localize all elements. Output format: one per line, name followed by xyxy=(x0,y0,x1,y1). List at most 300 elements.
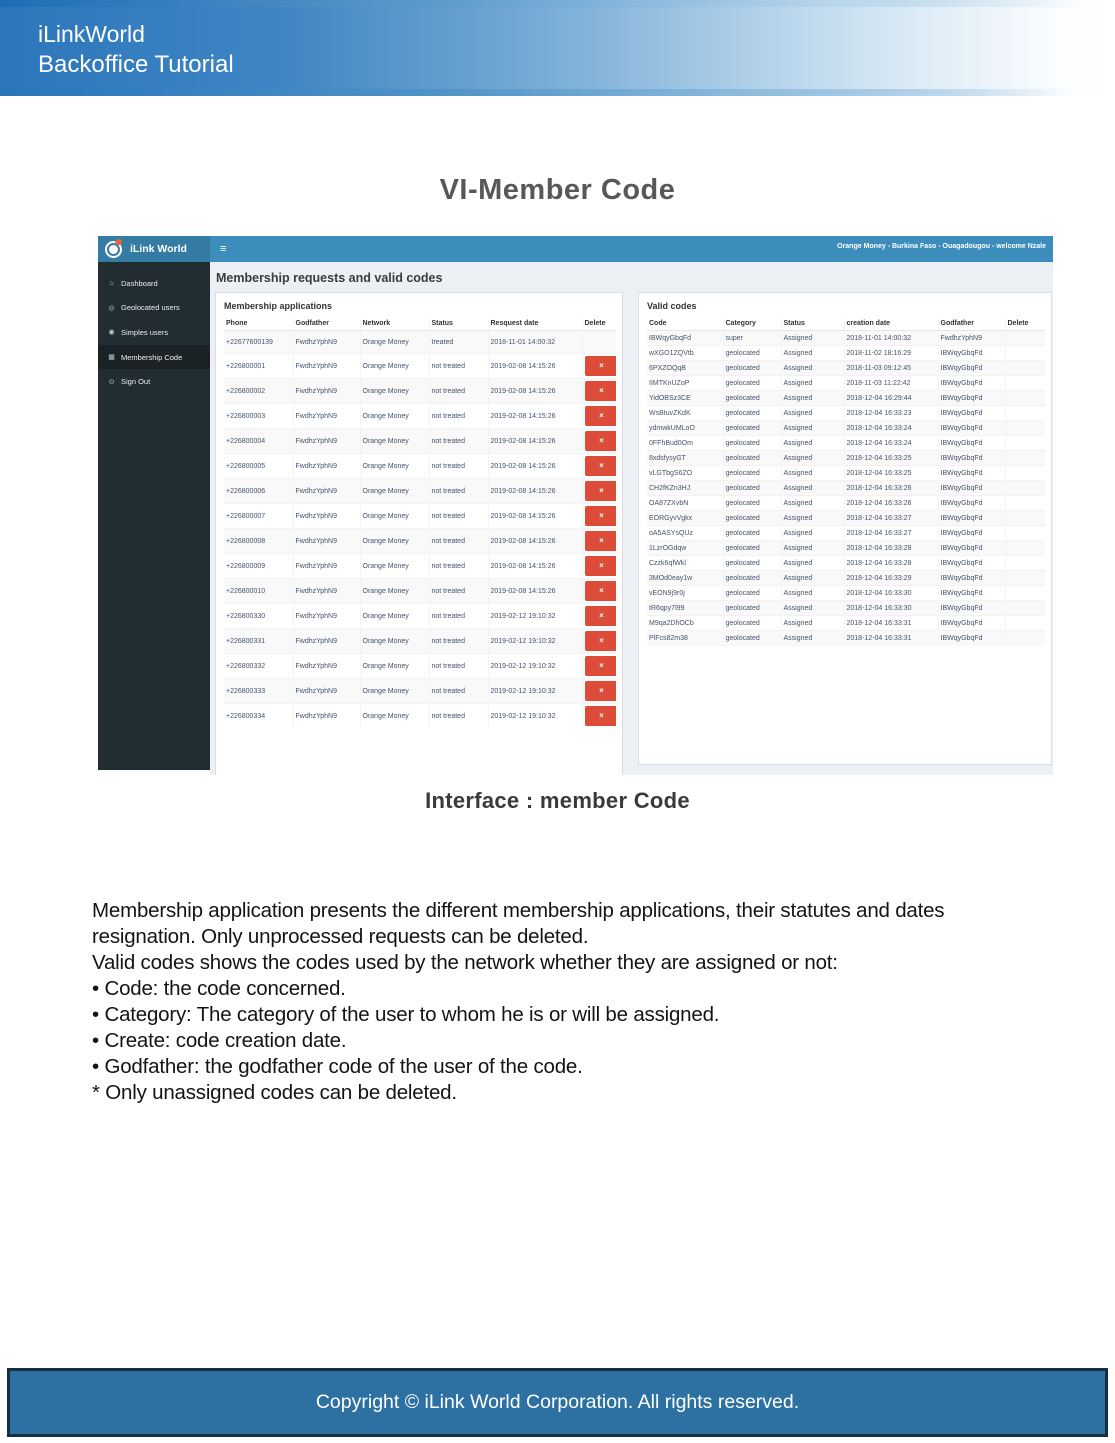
status-cell: treated xyxy=(429,331,488,354)
status-cell: not treated xyxy=(429,579,488,604)
date-cell: 2018-12-04 16:33:28 xyxy=(844,541,938,556)
delete-cell xyxy=(1005,391,1045,406)
status-cell: Assigned xyxy=(781,541,844,556)
godfather-cell: FwdhzYphN9 xyxy=(293,504,360,529)
date-cell: 2018-11-01 14:00:32 xyxy=(844,331,938,346)
godfather-cell: IBWqyGbqFd xyxy=(938,481,1005,496)
sidebar-item-label: Simples users xyxy=(121,327,169,337)
sidebar-item-membership-code[interactable] xyxy=(98,345,210,370)
delete-cell xyxy=(1005,571,1045,586)
network-cell: Orange Money xyxy=(360,629,429,654)
date-cell: 2018-11-03 11:22:42 xyxy=(844,376,938,391)
network-cell: Orange Money xyxy=(360,604,429,629)
delete-cell xyxy=(582,429,616,454)
phone-cell: +226800002 xyxy=(224,379,293,404)
status-cell: Assigned xyxy=(781,511,844,526)
column-header: Status xyxy=(781,317,844,331)
table-row xyxy=(224,504,616,529)
status-cell: Assigned xyxy=(781,466,844,481)
delete-cell xyxy=(1005,421,1045,436)
date-cell: 2019-02-12 19:10:32 xyxy=(488,629,582,654)
column-header: Resquest date xyxy=(488,317,582,331)
status-cell: Assigned xyxy=(781,376,844,391)
category-cell: geolocated xyxy=(723,346,781,361)
date-cell: 2018-12-04 16:33:25 xyxy=(844,466,938,481)
table-header-row xyxy=(224,317,616,331)
category-cell: geolocated xyxy=(723,466,781,481)
godfather-cell: IBWqyGbqFd xyxy=(938,451,1005,466)
table-row xyxy=(224,331,616,354)
table-row xyxy=(224,554,616,579)
phone-cell: +226800005 xyxy=(224,454,293,479)
status-cell: not treated xyxy=(429,429,488,454)
column-header: Godfather xyxy=(293,317,360,331)
table-row xyxy=(647,361,1045,376)
table-row xyxy=(224,704,616,729)
category-cell: geolocated xyxy=(723,541,781,556)
table-header-row xyxy=(647,317,1045,331)
table-row xyxy=(224,404,616,429)
delete-button[interactable]: × xyxy=(585,556,617,576)
sidebar-item-simples-users[interactable] xyxy=(98,320,210,345)
date-cell: 2019-02-12 19:10:32 xyxy=(488,654,582,679)
column-header: Phone xyxy=(224,317,293,331)
table-row xyxy=(647,556,1045,571)
sidebar-item-dashboard[interactable] xyxy=(98,271,210,296)
delete-cell xyxy=(582,504,616,529)
valid-codes-panel xyxy=(638,292,1052,765)
app-content xyxy=(210,262,1053,775)
sidebar-item-label: Membership Code xyxy=(121,352,183,362)
delete-cell xyxy=(1005,451,1045,466)
status-cell: not treated xyxy=(429,504,488,529)
date-cell: 2019-02-08 14:15:26 xyxy=(488,379,582,404)
delete-button[interactable]: × xyxy=(585,706,617,726)
date-cell: 2018-12-04 16:33:31 xyxy=(844,631,938,646)
category-cell: geolocated xyxy=(723,586,781,601)
status-cell: Assigned xyxy=(781,481,844,496)
delete-button[interactable]: × xyxy=(585,381,617,401)
sidebar-item-label: Geolocated users xyxy=(121,303,180,313)
sidebar-item-label: Dashboard xyxy=(121,278,158,288)
code-cell: WsBtuvZKdK xyxy=(647,406,723,421)
table-row xyxy=(224,379,616,404)
column-header: Network xyxy=(360,317,429,331)
column-header: Status xyxy=(429,317,488,331)
table-row xyxy=(647,571,1045,586)
status-cell: not treated xyxy=(429,654,488,679)
category-cell: geolocated xyxy=(723,571,781,586)
table-row xyxy=(224,629,616,654)
delete-cell xyxy=(582,404,616,429)
godfather-cell: FwdhzYphN9 xyxy=(293,529,360,554)
date-cell: 2019-02-08 14:15:26 xyxy=(488,354,582,379)
category-cell: geolocated xyxy=(723,451,781,466)
date-cell: 2018-12-04 16:33:24 xyxy=(844,421,938,436)
delete-cell xyxy=(582,454,616,479)
table-row xyxy=(224,454,616,479)
delete-cell xyxy=(1005,496,1045,511)
status-cell: Assigned xyxy=(781,601,844,616)
banner-text xyxy=(38,19,234,80)
category-cell: geolocated xyxy=(723,511,781,526)
category-cell: geolocated xyxy=(723,406,781,421)
godfather-cell: FwdhzYphN9 xyxy=(293,429,360,454)
delete-cell xyxy=(1005,436,1045,451)
godfather-cell: IBWqyGbqFd xyxy=(938,586,1005,601)
godfather-cell: FwdhzYphN9 xyxy=(293,479,360,504)
header-banner xyxy=(0,0,1115,96)
date-cell: 2018-12-04 16:33:24 xyxy=(844,436,938,451)
phone-cell: +22677600139 xyxy=(224,331,293,354)
description-line: * Only unassigned codes can be deleted. xyxy=(92,1081,457,1104)
status-cell: Assigned xyxy=(781,391,844,406)
delete-cell xyxy=(1005,631,1045,646)
banner-bottom-stripe xyxy=(0,89,1115,96)
phone-cell: +226800006 xyxy=(224,479,293,504)
godfather-cell: IBWqyGbqFd xyxy=(938,466,1005,481)
status-cell: not treated xyxy=(429,529,488,554)
delete-button[interactable]: × xyxy=(585,431,617,451)
description-block xyxy=(92,898,1040,1106)
code-cell: 8xdsfysyGT xyxy=(647,451,723,466)
delete-cell xyxy=(582,554,616,579)
delete-cell xyxy=(582,579,616,604)
column-header: Delete xyxy=(1005,317,1045,331)
network-cell: Orange Money xyxy=(360,404,429,429)
description-line: • Code: the code concerned. xyxy=(92,977,346,1000)
delete-button[interactable]: × xyxy=(585,531,617,551)
code-cell: 1LzrOGdqw xyxy=(647,541,723,556)
code-cell: ydmwkUMLoO xyxy=(647,421,723,436)
date-cell: 2019-02-08 14:15:26 xyxy=(488,479,582,504)
network-cell: Orange Money xyxy=(360,554,429,579)
table-row xyxy=(224,604,616,629)
banner-line1: iLinkWorld xyxy=(38,21,145,47)
sidebar-menu xyxy=(98,262,210,394)
delete-cell xyxy=(1005,361,1045,376)
delete-cell xyxy=(1005,616,1045,631)
godfather-cell: IBWqyGbqFd xyxy=(938,631,1005,646)
status-cell: Assigned xyxy=(781,346,844,361)
table-row xyxy=(647,331,1045,346)
godfather-cell: FwdhzYphN9 xyxy=(293,704,360,729)
home-icon: ⌂ xyxy=(109,279,114,287)
phone-cell: +226800333 xyxy=(224,679,293,704)
network-cell: Orange Money xyxy=(360,454,429,479)
content-title: Membership requests and valid codes xyxy=(216,271,443,285)
delete-cell xyxy=(1005,331,1045,346)
date-cell: 2018-11-02 18:16:29 xyxy=(844,346,938,361)
network-cell: Orange Money xyxy=(360,504,429,529)
godfather-cell: FwdhzYphN9 xyxy=(293,404,360,429)
app-logo[interactable] xyxy=(98,236,210,262)
network-cell: Orange Money xyxy=(360,354,429,379)
table-row xyxy=(224,529,616,554)
phone-cell: +226800332 xyxy=(224,654,293,679)
code-cell: EORGyvVgkx xyxy=(647,511,723,526)
godfather-cell: IBWqyGbqFd xyxy=(938,616,1005,631)
description-line: • Create: code creation date. xyxy=(92,1029,347,1052)
date-cell: 2018-12-04 16:33:26 xyxy=(844,496,938,511)
godfather-cell: IBWqyGbqFd xyxy=(938,391,1005,406)
code-cell: 6PXZOQqB xyxy=(647,361,723,376)
date-cell: 2019-02-08 14:15:26 xyxy=(488,429,582,454)
category-cell: geolocated xyxy=(723,526,781,541)
godfather-cell: IBWqyGbqFd xyxy=(938,511,1005,526)
godfather-cell: FwdhzYphN9 xyxy=(293,331,360,354)
description-line: • Category: The category of the user to whom he is or will be assigned. xyxy=(92,1003,720,1026)
date-cell: 2019-02-12 19:10:32 xyxy=(488,604,582,629)
code-cell: 3MOd0eay1w xyxy=(647,571,723,586)
status-cell: not treated xyxy=(429,679,488,704)
delete-cell xyxy=(1005,586,1045,601)
godfather-cell: FwdhzYphN9 xyxy=(293,354,360,379)
delete-cell xyxy=(1005,541,1045,556)
table-row xyxy=(647,616,1045,631)
godfather-cell: IBWqyGbqFd xyxy=(938,556,1005,571)
delete-cell xyxy=(582,704,616,729)
phone-cell: +226800004 xyxy=(224,429,293,454)
status-cell: not treated xyxy=(429,404,488,429)
app-topbar xyxy=(98,236,1053,262)
banner-top-stripe xyxy=(0,0,1115,7)
network-cell: Orange Money xyxy=(360,679,429,704)
delete-cell xyxy=(1005,481,1045,496)
network-cell: Orange Money xyxy=(360,429,429,454)
date-cell: 2019-02-08 14:15:26 xyxy=(488,579,582,604)
category-cell: geolocated xyxy=(723,631,781,646)
date-cell: 2018-12-04 16:33:23 xyxy=(844,406,938,421)
godfather-cell: IBWqyGbqFd xyxy=(938,496,1005,511)
date-cell: 2018-12-04 16:29:44 xyxy=(844,391,938,406)
date-cell: 2019-02-08 14:15:26 xyxy=(488,504,582,529)
godfather-cell: IBWqyGbqFd xyxy=(938,346,1005,361)
status-cell: Assigned xyxy=(781,571,844,586)
panel-title: Membership applications xyxy=(224,301,333,311)
date-cell: 2018-12-04 16:33:30 xyxy=(844,601,938,616)
date-cell: 2018-12-04 16:33:30 xyxy=(844,586,938,601)
code-cell: wXGO1ZQVtb xyxy=(647,346,723,361)
delete-button[interactable]: × xyxy=(585,506,617,526)
delete-cell xyxy=(582,331,616,354)
delete-cell xyxy=(582,629,616,654)
phone-cell: +226800010 xyxy=(224,579,293,604)
status-cell: Assigned xyxy=(781,631,844,646)
date-cell: 2019-02-08 14:15:26 xyxy=(488,404,582,429)
delete-cell xyxy=(1005,526,1045,541)
column-header: creation date xyxy=(844,317,938,331)
code-cell: OA87ZXvbN xyxy=(647,496,723,511)
delete-cell xyxy=(1005,346,1045,361)
date-cell: 2018-12-04 16:33:25 xyxy=(844,451,938,466)
code-cell: tR6qpy7l99 xyxy=(647,601,723,616)
network-cell: Orange Money xyxy=(360,579,429,604)
page-title: VI-Member Code xyxy=(439,174,676,206)
category-cell: geolocated xyxy=(723,361,781,376)
code-cell: IIMTKnUZoP xyxy=(647,376,723,391)
date-cell: 2019-02-12 19:10:32 xyxy=(488,679,582,704)
category-cell: geolocated xyxy=(723,376,781,391)
table-row xyxy=(647,451,1045,466)
code-cell: CH2fKZn3HJ xyxy=(647,481,723,496)
delete-button[interactable]: × xyxy=(585,581,617,601)
delete-button[interactable]: × xyxy=(585,406,617,426)
status-cell: Assigned xyxy=(781,616,844,631)
users-icon: ◉ xyxy=(108,329,115,337)
date-cell: 2018-12-04 16:33:28 xyxy=(844,556,938,571)
delete-button[interactable]: × xyxy=(585,656,617,676)
sidebar-item-geolocated-users[interactable] xyxy=(98,296,210,321)
godfather-cell: IBWqyGbqFd xyxy=(938,541,1005,556)
table-row xyxy=(647,406,1045,421)
table-row xyxy=(647,436,1045,451)
delete-button[interactable]: × xyxy=(585,681,617,701)
network-cell: Orange Money xyxy=(360,379,429,404)
godfather-cell: IBWqyGbqFd xyxy=(938,436,1005,451)
code-cell: YidOBSz3CE xyxy=(647,391,723,406)
date-cell: 2018-11-03 09:12:45 xyxy=(844,361,938,376)
date-cell: 2019-02-08 14:15:26 xyxy=(488,529,582,554)
codes-table xyxy=(647,317,1045,646)
status-cell: Assigned xyxy=(781,556,844,571)
date-cell: 2019-02-08 14:15:26 xyxy=(488,454,582,479)
godfather-cell: IBWqyGbqFd xyxy=(938,376,1005,391)
status-cell: not treated xyxy=(429,379,488,404)
table-row xyxy=(647,391,1045,406)
delete-button[interactable]: × xyxy=(585,356,617,376)
category-cell: geolocated xyxy=(723,616,781,631)
app-sidebar xyxy=(98,262,210,770)
category-cell: geolocated xyxy=(723,556,781,571)
network-cell: Orange Money xyxy=(360,331,429,354)
delete-button[interactable]: × xyxy=(585,481,617,501)
delete-cell xyxy=(1005,511,1045,526)
phone-cell: +226800008 xyxy=(224,529,293,554)
status-cell: not treated xyxy=(429,479,488,504)
status-cell: Assigned xyxy=(781,436,844,451)
date-cell: 2018-11-01 14:00:32 xyxy=(488,331,582,354)
godfather-cell: FwdhzYphN9 xyxy=(293,379,360,404)
banner-line2: Backoffice Tutorial xyxy=(38,51,234,78)
phone-cell: +226800001 xyxy=(224,354,293,379)
category-cell: super xyxy=(723,331,781,346)
delete-button[interactable]: × xyxy=(585,606,617,626)
status-cell: Assigned xyxy=(781,406,844,421)
table-row xyxy=(224,654,616,679)
status-cell: not treated xyxy=(429,704,488,729)
godfather-cell: IBWqyGbqFd xyxy=(938,571,1005,586)
column-header: Category xyxy=(723,317,781,331)
delete-cell xyxy=(1005,376,1045,391)
power-icon: ⊙ xyxy=(108,378,115,386)
network-cell: Orange Money xyxy=(360,704,429,729)
table-row xyxy=(647,466,1045,481)
sidebar-item-sign-out[interactable] xyxy=(98,369,210,394)
phone-cell: +226800331 xyxy=(224,629,293,654)
delete-cell xyxy=(582,354,616,379)
delete-cell xyxy=(1005,406,1045,421)
description-line: Valid codes shows the codes used by the network whether they are assigned or not: xyxy=(92,951,838,974)
date-cell: 2018-12-04 16:33:27 xyxy=(844,526,938,541)
phone-cell: +226800007 xyxy=(224,504,293,529)
table-row xyxy=(647,586,1045,601)
delete-cell xyxy=(582,654,616,679)
godfather-cell: IBWqyGbqFd xyxy=(938,601,1005,616)
godfather-cell: IBWqyGbqFd xyxy=(938,361,1005,376)
menu-toggle-icon[interactable]: ≡ xyxy=(220,243,227,255)
delete-button[interactable]: × xyxy=(585,631,617,651)
code-cell: vEON9j9r0j xyxy=(647,586,723,601)
code-cell: PlFcs82m38 xyxy=(647,631,723,646)
table-row xyxy=(647,376,1045,391)
code-cell: Czzk6qfWkl xyxy=(647,556,723,571)
status-cell: Assigned xyxy=(781,451,844,466)
page-footer xyxy=(7,1368,1108,1437)
status-cell: Assigned xyxy=(781,526,844,541)
network-cell: Orange Money xyxy=(360,529,429,554)
godfather-cell: IBWqyGbqFd xyxy=(938,421,1005,436)
delete-cell xyxy=(582,529,616,554)
calendar-icon: ▦ xyxy=(108,354,115,362)
code-cell: 0FFhBud0Om xyxy=(647,436,723,451)
table-row xyxy=(647,496,1045,511)
code-cell: M9qa2DhOCb xyxy=(647,616,723,631)
date-cell: 2018-12-04 16:33:26 xyxy=(844,481,938,496)
table-row xyxy=(224,479,616,504)
table-row xyxy=(224,679,616,704)
copyright-text: Copyright © iLink World Corporation. All rights reserved. xyxy=(315,1391,800,1413)
table-row xyxy=(224,354,616,379)
table-row xyxy=(647,481,1045,496)
status-cell: Assigned xyxy=(781,361,844,376)
description-line: Membership application presents the different membership applications, their statutes and dates resignation. Only unprocessed requests can be deleted. xyxy=(92,899,945,948)
date-cell: 2019-02-12 19:10:32 xyxy=(488,704,582,729)
godfather-cell: IBWqyGbqFd xyxy=(938,526,1005,541)
column-header: Godfather xyxy=(938,317,1005,331)
category-cell: geolocated xyxy=(723,496,781,511)
applications-table xyxy=(224,317,616,728)
status-cell: Assigned xyxy=(781,421,844,436)
godfather-cell: FwdhzYphN9 xyxy=(293,679,360,704)
table-row xyxy=(224,579,616,604)
date-cell: 2018-12-04 16:33:29 xyxy=(844,571,938,586)
delete-cell xyxy=(1005,556,1045,571)
status-cell: not treated xyxy=(429,354,488,379)
network-cell: Orange Money xyxy=(360,654,429,679)
date-cell: 2018-12-04 16:33:27 xyxy=(844,511,938,526)
status-cell: Assigned xyxy=(781,331,844,346)
godfather-cell: FwdhzYphN9 xyxy=(293,454,360,479)
delete-button[interactable]: × xyxy=(585,456,617,476)
date-cell: 2019-02-08 14:15:26 xyxy=(488,554,582,579)
godfather-cell: FwdhzYphN9 xyxy=(293,654,360,679)
status-cell: Assigned xyxy=(781,586,844,601)
sidebar-item-label: Sign Out xyxy=(121,377,151,387)
code-cell: oA5ASYsQUz xyxy=(647,526,723,541)
delete-cell xyxy=(582,679,616,704)
figure-caption: Interface : member Code xyxy=(425,788,690,813)
godfather-cell: IBWqyGbqFd xyxy=(938,406,1005,421)
date-cell: 2018-12-04 16:33:31 xyxy=(844,616,938,631)
godfather-cell: FwdhzYphN9 xyxy=(293,579,360,604)
network-cell: Orange Money xyxy=(360,479,429,504)
delete-cell xyxy=(1005,466,1045,481)
globe-pin-icon xyxy=(105,241,122,258)
category-cell: geolocated xyxy=(723,391,781,406)
membership-applications-panel xyxy=(215,292,623,775)
table-row xyxy=(224,429,616,454)
